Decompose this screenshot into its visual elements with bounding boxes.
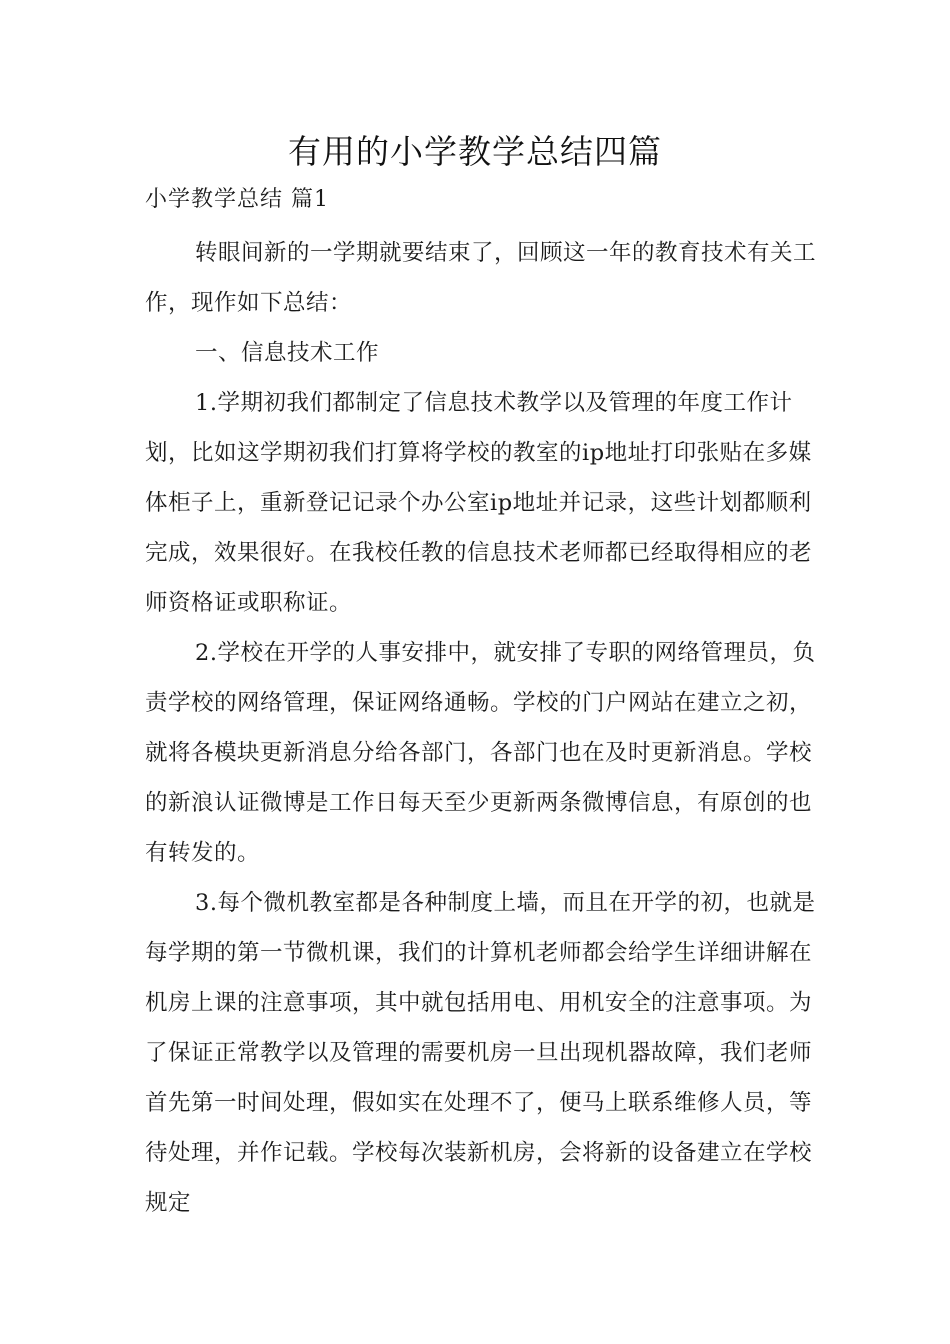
paragraph-item-2: 2.学校在开学的人事安排中，就安排了专职的网络管理员，负责学校的网络管理，保证网络通畅。学校的门户网站在建立之初，就将各模块更新消息分给各部门，各部门也在及时更新消息。学校的新浪认证微博是工作日每天至少更新两条微博信息，有原创的也有转发的。	[145, 640, 816, 866]
paragraph-subheading: 一、信息技术工作	[195, 340, 380, 366]
paragraph-intro: 转眼间新的一学期就要结束了，回顾这一年的教育技术有关工作，现作如下总结：	[145, 240, 817, 316]
paragraph-item-1: 1.学期初我们都制定了信息技术教学以及管理的年度工作计划，比如这学期初我们打算将学校的教室的ip地址打印张贴在多媒体柜子上，重新登记记录个办公室ip地址并记录，这些计划都顺利完成，效果很好。在我校任教的信息技术老师都已经取得相应的老师资格证或职称证。	[145, 390, 813, 616]
section-heading: 小学教学总结 篇1	[145, 187, 329, 212]
document-title: 有用的小学教学总结四篇	[288, 132, 662, 171]
document-body	[145, 228, 825, 1228]
paragraph-item-3: 3.每个微机教室都是各种制度上墙，而且在开学的初，也就是每学期的第一节微机课，我们的计算机老师都会给学生详细讲解在机房上课的注意事项，其中就包括用电、用机安全的注意事项。为了保证正常教学以及管理的需要机房一旦出现机器故障，我们老师首先第一时间处理，假如实在处理不了，便马上联系维修人员，等待处理，并作记载。学校每次装新机房，会将新的设备建立在学校规定	[145, 890, 816, 1216]
